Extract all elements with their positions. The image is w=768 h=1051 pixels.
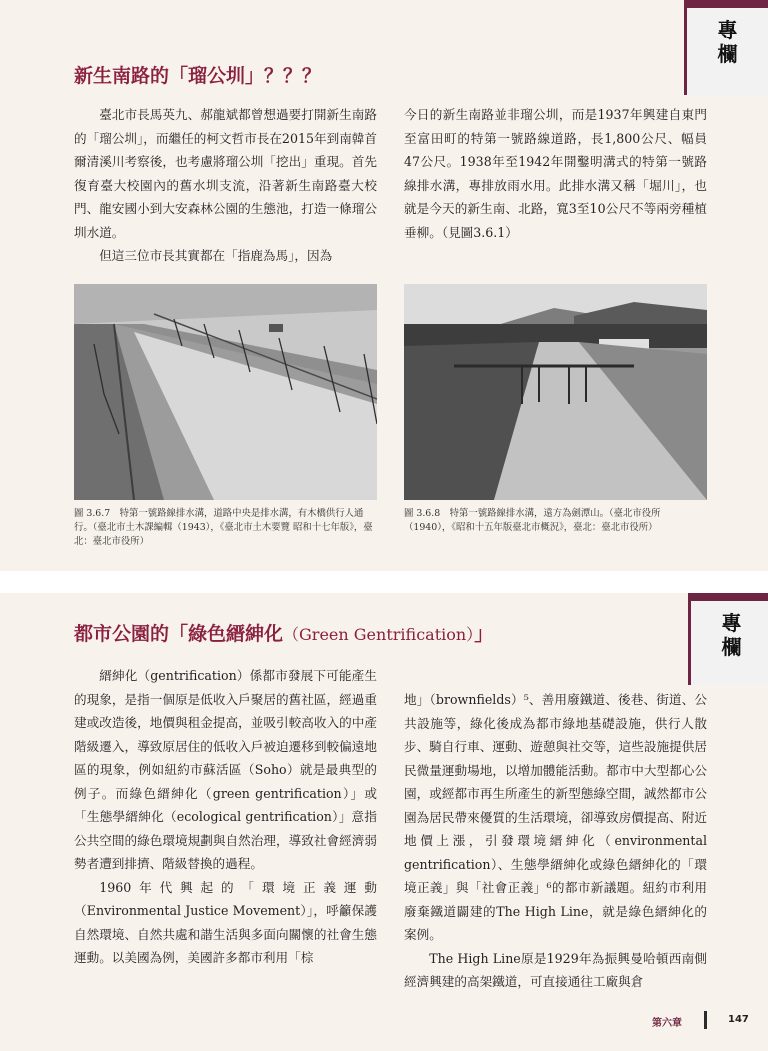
section2-left-column [74,664,377,970]
section-title-1: 新生南路的「瑠公圳」？？？ [74,65,322,87]
historic-photo-drainage-ditch-2 [404,284,707,500]
page-number: 147 [728,1014,749,1025]
paragraph: The High Line原是1929年為振興曼哈頓西南側經濟興建的高架鐵道，可直接通往工廠與倉 [404,950,707,989]
paragraph: 但這三位市長其實都在「指鹿為馬」，因為 [99,248,333,263]
tab-label: 專欄 [717,18,738,66]
tab-accent [687,0,768,8]
chapter-label: 第六章 [652,1018,682,1029]
paragraph: 臺北市長馬英九、郝龍斌都曾想過要打開新生南路的「瑠公圳」，而繼任的柯文哲市長在2015年到南韓首爾清溪川考察後，也考慮將瑠公圳「挖出」重現。首先復育臺大校園內的舊水圳支流，沿著新生南路臺大校門、龍安國小到大安森林公園的生態池，打造一條瑠公圳水道。 [74,107,377,240]
column-tab-1 [684,0,768,95]
tab-accent [691,593,768,601]
section-divider [0,571,768,593]
section1-left-column [74,103,377,268]
tab-label: 專欄 [721,611,742,659]
section-title-2 [74,619,493,646]
section1-right-column [404,103,707,244]
historic-photo-drainage-ditch-1 [74,284,377,500]
column-tab-2 [688,593,768,685]
title-main: 都市公園的「綠色縉紳化 [74,623,284,645]
section2-right-column [404,688,707,994]
photo-caption-2: 圖 3.6.8 特第一號路線排水溝，遠方為劍潭山。（臺北市役所（1940），《昭和十五年版臺北市概況》，臺北：臺北市役所） [404,508,661,533]
footer-separator [704,1011,707,1029]
paragraph: 縉紳化（gentrification）係都市發展下可能產生的現象，是指一個原是低收入戶聚居的舊社區，經過重建或改造後，地價與租金提高，並吸引較高收入的中產階級遷入，導致原居住的低收入戶被迫遷移到較偏遠地區的現象，例如紐約市蘇活區（Soho）就是最典型的例子。而綠色縉紳化（green gentrification）」或「生態學縉紳化（ecological gentrification）」意指公共空間的綠色環境規劃與自然治理，導致社會經濟弱勢者遭到排擠、階級替換的過程。 [74,668,377,871]
title-end: 」 [474,623,494,645]
photo-caption-1: 圖 3.6.7 特第一號路線排水溝，道路中央是排水溝，有木橋供行人通行。（臺北市土木課編輯（1943），《臺北市土木要覽 昭和十七年版》，臺北：臺北市役所） [74,508,373,547]
title-english: （Green Gentrification） [283,625,475,644]
paragraph: 1960年代興起的「環境正義運動（Environmental Justice Movement）」，呼籲保護自然環境、自然共處和諧生活與多面向關懷的社會生態運動。以美國為例，美國許多都市利用「棕 [74,879,377,965]
paragraph: 地」（brownfields）⁵、善用廢鐵道、後巷、街道、公共設施等，綠化後成為都市綠地基礎設施，供行人散步、騎自行車、運動、遊憩與社交等，這些設施提供居民微量運動場地，以增加體能活動。都市中大型都心公園，或經都市再生所產生的新型態綠空間，誠然都市公園為居民帶來優質的生活環境，卻導致房價提高、附近地價上漲，引發環境縉紳化（environmental gentrification）、生態學縉紳化或綠色縉紳化的「環境正義」與「社會正義」⁶的都市新議題。紐約市利用廢棄鐵道闢建的The High Line，就是綠色縉紳化的案例。 [404,692,707,942]
paragraph: 今日的新生南路並非瑠公圳，而是1937年興建自東門至富田町的特第一號路線道路，長1,800公尺、幅員47公尺。1938年至1942年開鑿明溝式的特第一號路線排水溝，專排放雨水用。此排水溝又稱「堀川」，也就是今天的新生南、北路，寬3至10公尺不等兩旁種植垂柳。（見圖3.6.1） [404,107,707,240]
